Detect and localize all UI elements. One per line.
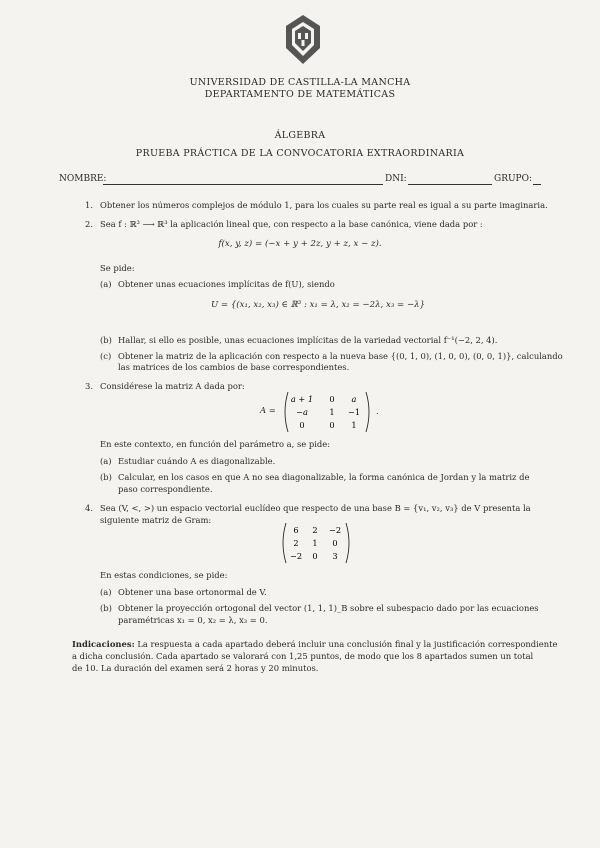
problem-2a-text: Obtener unas ecuaciones implícitas de f(U), siendo (118, 279, 335, 289)
matrix-a-period: . (376, 406, 379, 416)
gram-matrix-cell: 0 (332, 538, 338, 548)
gram-matrix-cell: 6 (293, 525, 299, 535)
problem-3b-text-line2: paso correspondiente. (118, 484, 213, 494)
problem-4b-text-line1: Obtener la proyección ortogonal del vector (1, 1, 1)_B sobre el subespacio dado por las ecuaciones (118, 603, 539, 613)
problem-4a-label: (a) (100, 587, 112, 597)
indications-text-1: La respuesta a cada apartado deberá incluir una conclusión final y la justificación correspondiente (134, 639, 558, 649)
problem-3b-label: (b) (100, 472, 112, 482)
problem-3-number: 3. (85, 381, 93, 391)
gram-matrix-cell: 1 (312, 538, 318, 548)
matrix-a-cell: a + 1 (290, 394, 314, 404)
problem-3a-label: (a) (100, 456, 112, 466)
gram-matrix-cell: 0 (312, 551, 318, 561)
gram-matrix-right-paren (346, 523, 349, 563)
problem-4b-label: (b) (100, 603, 112, 613)
problem-1-text: Obtener los números complejos de módulo 1, para los cuales su parte real es igual a su parte imaginaria. (100, 200, 548, 210)
matrix-a-left-paren (285, 392, 288, 432)
matrix-a-cell: 1 (329, 407, 335, 417)
gram-matrix (280, 522, 352, 568)
matrix-a-cell: 0 (299, 420, 305, 430)
problem-4-intro-line1: Sea (V, <, >) un espacio vectorial euclídeo que respecto de una base B = {v₁, v₂, v₃} de V presenta la (100, 503, 531, 513)
problem-4-conditions: En estas condiciones, se pide: (100, 570, 228, 580)
department-name: DEPARTAMENTO DE MATEMÁTICAS (204, 89, 396, 100)
gram-matrix-cell: −2 (289, 551, 303, 561)
problem-3b-text-line1: Calcular, en los casos en que A no sea diagonalizable, la forma canónica de Jordan y la matriz de (118, 472, 530, 482)
group-label: GRUPO: (494, 174, 533, 184)
name-field-line[interactable] (103, 184, 383, 185)
indications-line3: de 10. La duración del examen será 2 horas y 20 minutos. (72, 663, 319, 673)
matrix-a-cell: −1 (347, 407, 361, 417)
university-name: UNIVERSIDAD DE CASTILLA-LA MANCHA (189, 77, 411, 88)
problem-3-matrix-lhs: A = (260, 405, 276, 415)
gram-matrix-cell: 2 (293, 538, 299, 548)
problem-4b-text-line2: paramétricas x₁ = 0, x₂ = λ, x₃ = 0. (118, 615, 268, 625)
problem-4-number: 4. (85, 503, 93, 513)
matrix-a-cell: 0 (329, 394, 335, 404)
exam-title: PRUEBA PRÁCTICA DE LA CONVOCATORIA EXTRAORDINARIA (135, 148, 465, 159)
indications-line1 (72, 639, 557, 650)
problem-4-intro-line2: siguiente matriz de Gram: (100, 515, 212, 525)
matrix-a-cell: −a (296, 407, 308, 417)
matrix-a-cell: a (351, 394, 357, 404)
indications-label: Indicaciones: (72, 639, 135, 649)
group-field-line[interactable] (533, 184, 541, 185)
problem-2c-text-line1: Obtener la matriz de la aplicación con respecto a la nueva base {(0, 1, 0), (1, 0, 0), (0, 0, 1)}, calculando (118, 351, 563, 361)
problem-3-context: En este contexto, en función del parámetro a, se pide: (100, 439, 331, 449)
problem-2-number: 2. (85, 219, 93, 229)
gram-matrix-cell: −2 (328, 525, 342, 535)
indications-line2: a dicha conclusión. Cada apartado se valorará con 1,25 puntos, de modo que los 8 apartados sumen un total (72, 651, 534, 661)
problem-2a-formula: U = {(x₁, x₂, x₃) ∈ ℝ³ : x₁ = λ, x₂ = −2λ, x₃ = −λ} (210, 300, 426, 310)
dni-label: DNI: (385, 174, 407, 184)
problem-2a-label: (a) (100, 279, 112, 289)
university-crest-logo (284, 14, 322, 66)
matrix-a-cell: 1 (351, 420, 357, 430)
gram-matrix-left-paren (283, 523, 286, 563)
problem-4a-text: Obtener una base ortonormal de V. (118, 587, 267, 597)
problem-2c-text-line2: las matrices de los cambios de base correspondientes. (118, 362, 350, 372)
problem-1-number: 1. (85, 200, 93, 210)
gram-matrix-cell: 2 (312, 525, 318, 535)
problem-2-formula: f(x, y, z) = (−x + y + 2z, y + z, x − z). (218, 239, 382, 249)
name-label: NOMBRE: (59, 174, 107, 184)
dni-field-line[interactable] (408, 184, 492, 185)
matrix-a-cell: 0 (329, 420, 335, 430)
matrix-a-right-paren (366, 392, 369, 432)
problem-2b-label: (b) (100, 335, 112, 345)
problem-2-ask: Se pide: (100, 263, 135, 273)
problem-2-intro: Sea f : ℝ³ ⟶ ℝ³ la aplicación lineal que, con respecto a la base canónica, viene dada por : (100, 219, 483, 229)
problem-3a-text: Estudiar cuándo A es diagonalizable. (118, 456, 276, 466)
gram-matrix-cell: 3 (332, 551, 338, 561)
problem-2b-text: Hallar, si ello es posible, unas ecuaciones implícitas de la variedad vectorial f⁻¹(−2, 2, 4). (118, 335, 498, 345)
subject-title: ÁLGEBRA (274, 130, 326, 141)
problem-2c-label: (c) (100, 351, 112, 361)
matrix-a (282, 391, 372, 437)
problem-3-intro: Considérese la matriz A dada por: (100, 381, 245, 391)
